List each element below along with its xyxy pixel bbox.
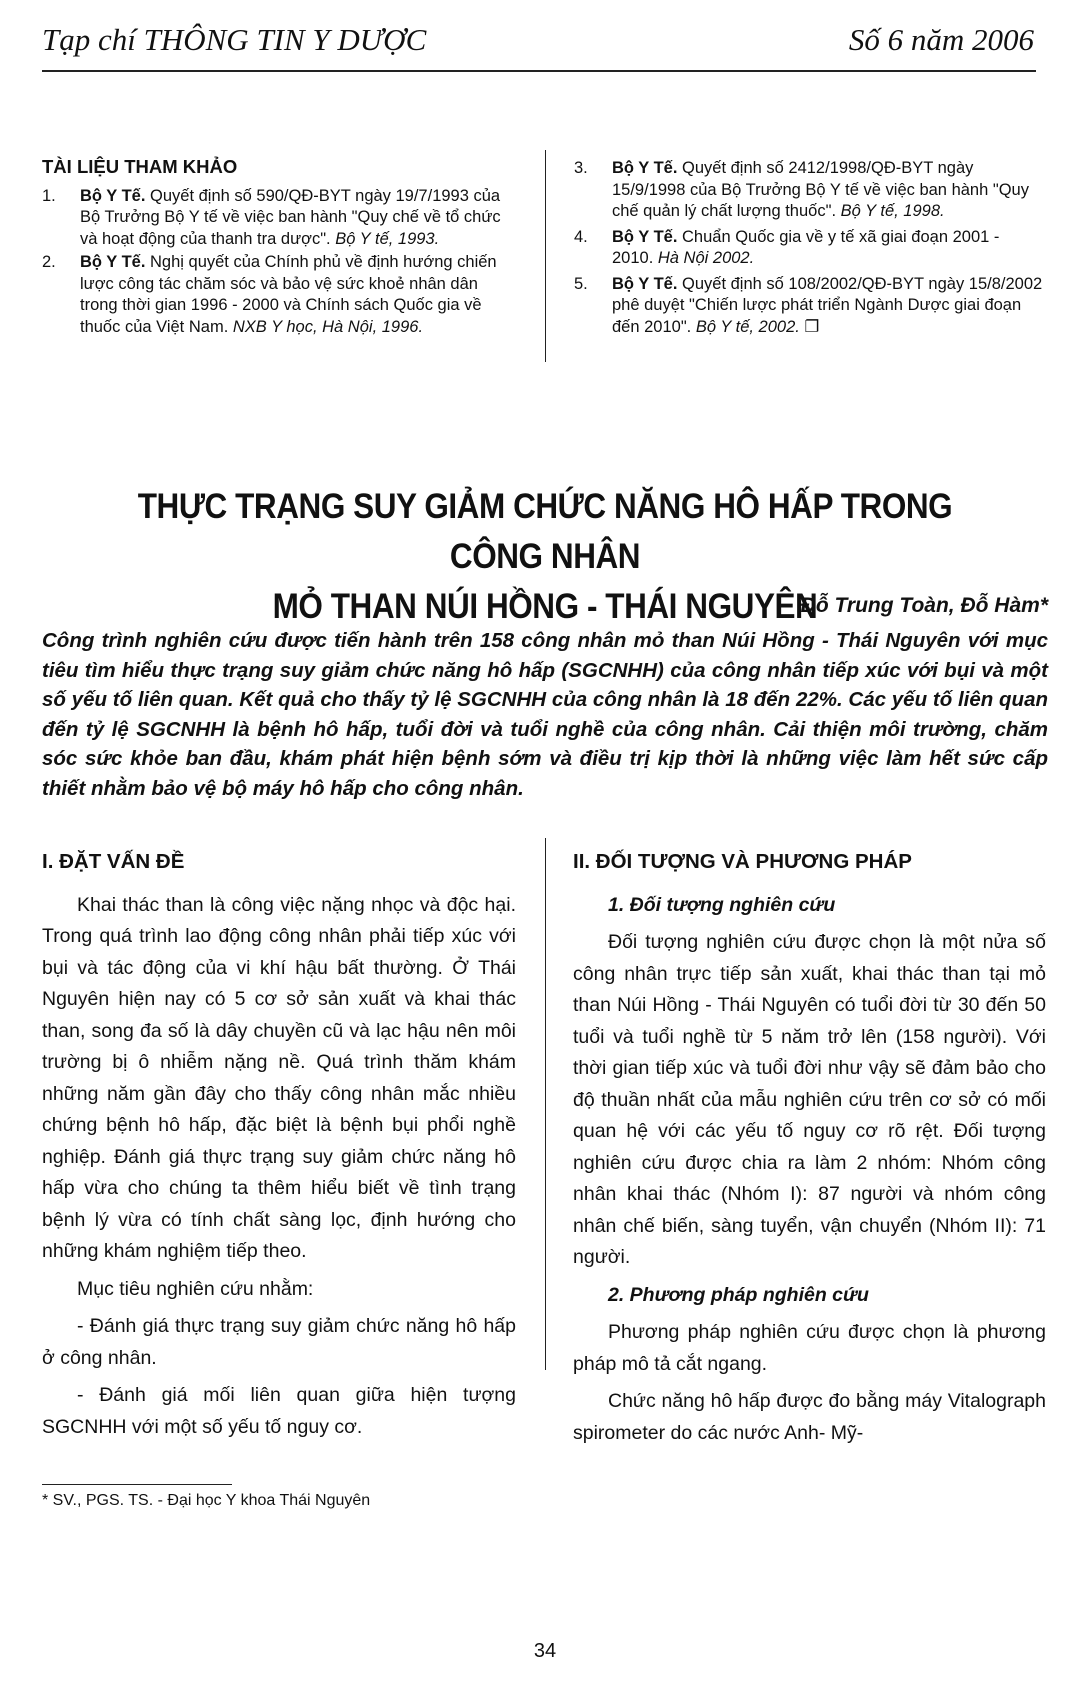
paragraph: Chức năng hô hấp được đo bằng máy Vitalograph spirometer do các nước Anh- Mỹ- [573, 1390, 1046, 1444]
article-abstract: Công trình nghiên cứu được tiến hành trên 158 công nhân mỏ than Núi Hồng - Thái Nguyên với mục tiêu tìm hiểu thực trạng suy giảm chức năng hô hấp (SGCNHH) của công nhân tiếp xúc với bụi và một số yếu tố liên quan. Kết quả cho thấy tỷ lệ SGCNHH của công nhân là 18 đến 22%. Các yếu tố liên quan đến tỷ lệ SGCNHH là bệnh hô hấp, tuổi đời và tuổi nghề của công nhân. Cải thiện môi trường, chăm sóc sức khỏe ban đầu, khám phát hiện bệnh sớm và điều trị kịp thời là những việc làm hết sức cấp thiết nhằm bảo vệ bộ máy hô hấp cho công nhân. [42, 629, 1048, 800]
reference-item [42, 186, 516, 251]
reference-body: Quyết định số 108/2002/QĐ-BYT ngày 15/8/2002 phê duyệt "Chiến lược phát triển Ngành Dược giai đoạn đến 2010". [612, 274, 1043, 336]
journal-title: Tạp chí THÔNG TIN Y DƯỢC [42, 22, 427, 57]
reference-author: Bộ Y Tế. [612, 227, 678, 246]
reference-author: Bộ Y Tế. [80, 253, 146, 271]
reference-source: NXB Y học, Hà Nội, 1996. [232, 317, 424, 336]
paragraph: Đối tượng nghiên cứu được chọn là một nửa số công nhân trực tiếp sản xuất, khai thác than tại mỏ than Núi Hồng - Thái Nguyên có tuổi đời từ 30 đến 50 tuổi và tuổi nghề từ 5 năm trở lên (158 người). Với thời gian tiếp xúc và tuổi đời như vậy sẽ đảm bảo cho độ thuần nhất của mẫu nghiên cứu trên cơ sở có mối quan hệ với các yếu tố nguy cơ rõ rệt. Đối tượng nghiên cứu được chia ra làm 2 nhóm: Nhóm công nhân khai thác (Nhóm I): 87 người và nhóm công nhân chế biến, sàng tuyển, vận chuyển (Nhóm II): 71 người. [573, 931, 1046, 1268]
reference-number: 4. [574, 227, 588, 246]
reference-item [574, 274, 1044, 339]
reference-body: Chuẩn Quốc gia về y tế xã giai đoạn 2001 - 2010. [612, 227, 1000, 267]
article-title-line2: MỎ THAN NÚI HỒNG - THÁI NGUYÊN [272, 587, 818, 626]
reference-item [574, 158, 1044, 223]
footnote: * SV., PGS. TS. - Đại học Y khoa Thái Nguyên [42, 1492, 371, 1509]
section-title: I. ĐẶT VẤN ĐỀ [42, 850, 185, 873]
article-title-line1: THỰC TRẠNG SUY GIẢM CHỨC NĂNG HÔ HẤP TRONG CÔNG NHÂN [137, 487, 953, 576]
reference-author: Bộ Y Tế. [80, 186, 146, 205]
reference-body: Nghị quyết của Chính phủ về định hướng chiến lược công tác chăm sóc và bảo vệ sức khoẻ nhân dân trong thời gian 1996 - 2000 và Chính sách Quốc gia về thuốc của Việt Nam. [80, 253, 497, 336]
reference-body: Quyết định số 2412/1998/QĐ-BYT ngày 15/9/1998 của Bộ Trưởng Bộ Y tế về việc ban hành "Quy chế quản lý chất lượng thuốc". [612, 159, 1029, 220]
reference-author: Bộ Y Tế. [612, 274, 678, 293]
subsection-title: 1. Đối tượng nghiên cứu [608, 893, 836, 916]
reference-item [42, 252, 516, 338]
reference-number: 1. [42, 186, 56, 205]
reference-number: 5. [574, 274, 588, 293]
paragraph: - Đánh giá thực trạng suy giảm chức năng hô hấp ở công nhân. [42, 1315, 516, 1369]
reference-number: 2. [42, 253, 56, 271]
reference-author: Bộ Y Tế. [612, 159, 678, 177]
paragraph: - Đánh giá mối liên quan giữa hiện tượng SGCNHH với một số yếu tố nguy cơ. [42, 1384, 516, 1438]
page-number: 34 [533, 1640, 557, 1662]
paragraph: Phương pháp nghiên cứu được chọn là phương pháp mô tả cắt ngang. [573, 1321, 1046, 1375]
body-column-left [42, 846, 516, 1449]
reference-source: Bộ Y tế, 2002. [695, 317, 800, 336]
reference-number: 3. [574, 159, 588, 177]
reference-source: Bộ Y tế, 1993. [335, 229, 440, 248]
paragraph: Khai thác than là công việc nặng nhọc và độc hại. Trong quá trình lao động công nhân phải tiếp xúc với bụi và tác động của vi khí hậu bất thường. Ở Thái Nguyên hiện nay có 5 cơ sở sản xuất và khai thác than, song đa số là dây chuyền cũ và lạc hậu nên môi trường bị ô nhiễm nặng nề. Quá trình thăm khám những năm gần đây cho thấy công nhân mắc nhiều chứng bệnh hô hấp, đặc biệt là bệnh bụi phổi nghề nghiệp. Đánh giá thực trạng suy giảm chức năng hô hấp vừa cho chúng ta thêm hiểu biết về tình trạng bệnh lý vừa có tính chất sàng lọc, định hướng cho những khám nghiệm tiếp theo. [42, 893, 516, 1262]
references-right [574, 158, 1044, 342]
reference-item [574, 227, 1044, 270]
reference-source: Bộ Y tế, 1998. [840, 202, 945, 220]
column-divider-top [545, 150, 546, 362]
end-mark-icon: ❐ [804, 317, 820, 336]
subsection-title: 2. Phương pháp nghiên cứu [608, 1283, 869, 1306]
issue-label: Số 6 năm 2006 [848, 22, 1034, 57]
section-title: II. ĐỐI TƯỢNG VÀ PHƯƠNG PHÁP [573, 850, 912, 873]
column-divider-body [545, 838, 546, 1370]
article-authors: Đỗ Trung Toàn, Đỗ Hàm* [800, 594, 1048, 617]
references-title: TÀI LIỆU THAM KHẢO [42, 156, 238, 177]
reference-source: Hà Nội 2002. [657, 249, 755, 267]
paragraph: Mục tiêu nghiên cứu nhằm: [77, 1277, 314, 1300]
header-divider [42, 70, 1036, 72]
body-column-right [573, 846, 1046, 1455]
reference-body: Quyết định số 590/QĐ-BYT ngày 19/7/1993 của Bộ Trưởng Bộ Y tế về việc ban hành "Quy chế về tổ chức và hoạt động của thanh tra dược". [80, 186, 501, 248]
references-left [42, 156, 516, 340]
footnote-divider [42, 1484, 232, 1485]
